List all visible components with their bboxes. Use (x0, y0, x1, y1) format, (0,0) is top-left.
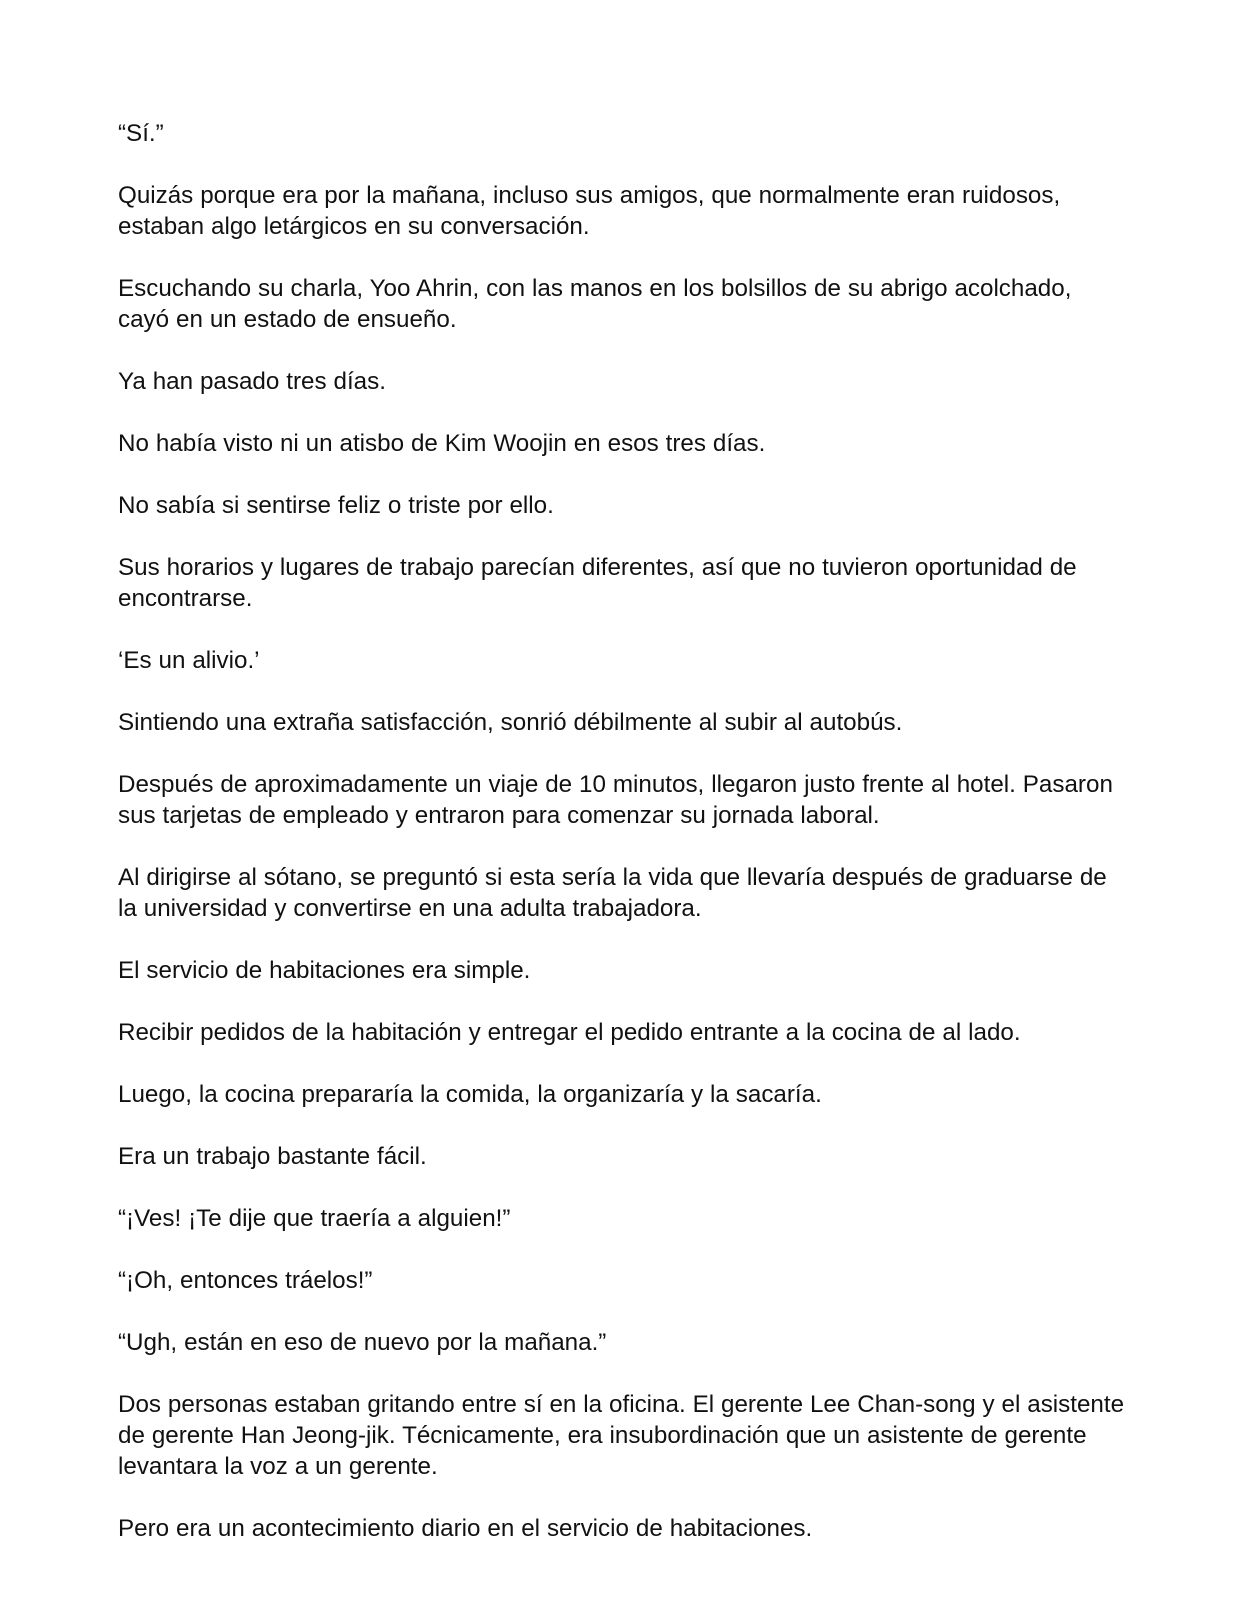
paragraph: Al dirigirse al sótano, se preguntó si esta sería la vida que llevaría después de graduarse de la universidad y convertirse en una adulta trabajadora. (118, 864, 1107, 922)
paragraph: El servicio de habitaciones era simple. (118, 957, 531, 984)
paragraph: Escuchando su charla, Yoo Ahrin, con las manos en los bolsillos de su abrigo acolchado, cayó en un estado de ensueño. (118, 275, 1072, 333)
paragraph: No sabía si sentirse feliz o triste por ello. (118, 492, 554, 519)
paragraph: “¡Ves! ¡Te dije que traería a alguien!” (118, 1205, 511, 1232)
paragraph: “¡Oh, entonces tráelos!” (118, 1267, 373, 1294)
paragraph: Sintiendo una extraña satisfacción, sonrió débilmente al subir al autobús. (118, 709, 903, 736)
paragraph: Ya han pasado tres días. (118, 368, 386, 395)
paragraph: Recibir pedidos de la habitación y entregar el pedido entrante a la cocina de al lado. (118, 1019, 1021, 1046)
paragraph: Luego, la cocina prepararía la comida, la organizaría y la sacaría. (118, 1081, 822, 1108)
paragraph: Era un trabajo bastante fácil. (118, 1143, 427, 1170)
paragraph: Después de aproximadamente un viaje de 10 minutos, llegaron justo frente al hotel. Pasaron sus tarjetas de empleado y entraron para comenzar su jornada laboral. (118, 771, 1113, 829)
paragraph: ‘Es un alivio.’ (118, 647, 260, 674)
paragraph: Pero era un acontecimiento diario en el servicio de habitaciones. (118, 1515, 813, 1542)
document-body (118, 118, 1128, 1575)
paragraph: “Sí.” (118, 120, 164, 147)
paragraph: No había visto ni un atisbo de Kim Woojin en esos tres días. (118, 430, 766, 457)
paragraph: Dos personas estaban gritando entre sí en la oficina. El gerente Lee Chan-song y el asistente de gerente Han Jeong-jik. Técnicamente, era insubordinación que un asistente de gerente levantara la voz a un gerente. (118, 1391, 1125, 1480)
paragraph: “Ugh, están en eso de nuevo por la mañana.” (118, 1329, 607, 1356)
paragraph: Sus horarios y lugares de trabajo parecían diferentes, así que no tuvieron oportunidad de encontrarse. (118, 554, 1077, 612)
paragraph: Quizás porque era por la mañana, incluso sus amigos, que normalmente eran ruidosos, estaban algo letárgicos en su conversación. (118, 182, 1061, 240)
